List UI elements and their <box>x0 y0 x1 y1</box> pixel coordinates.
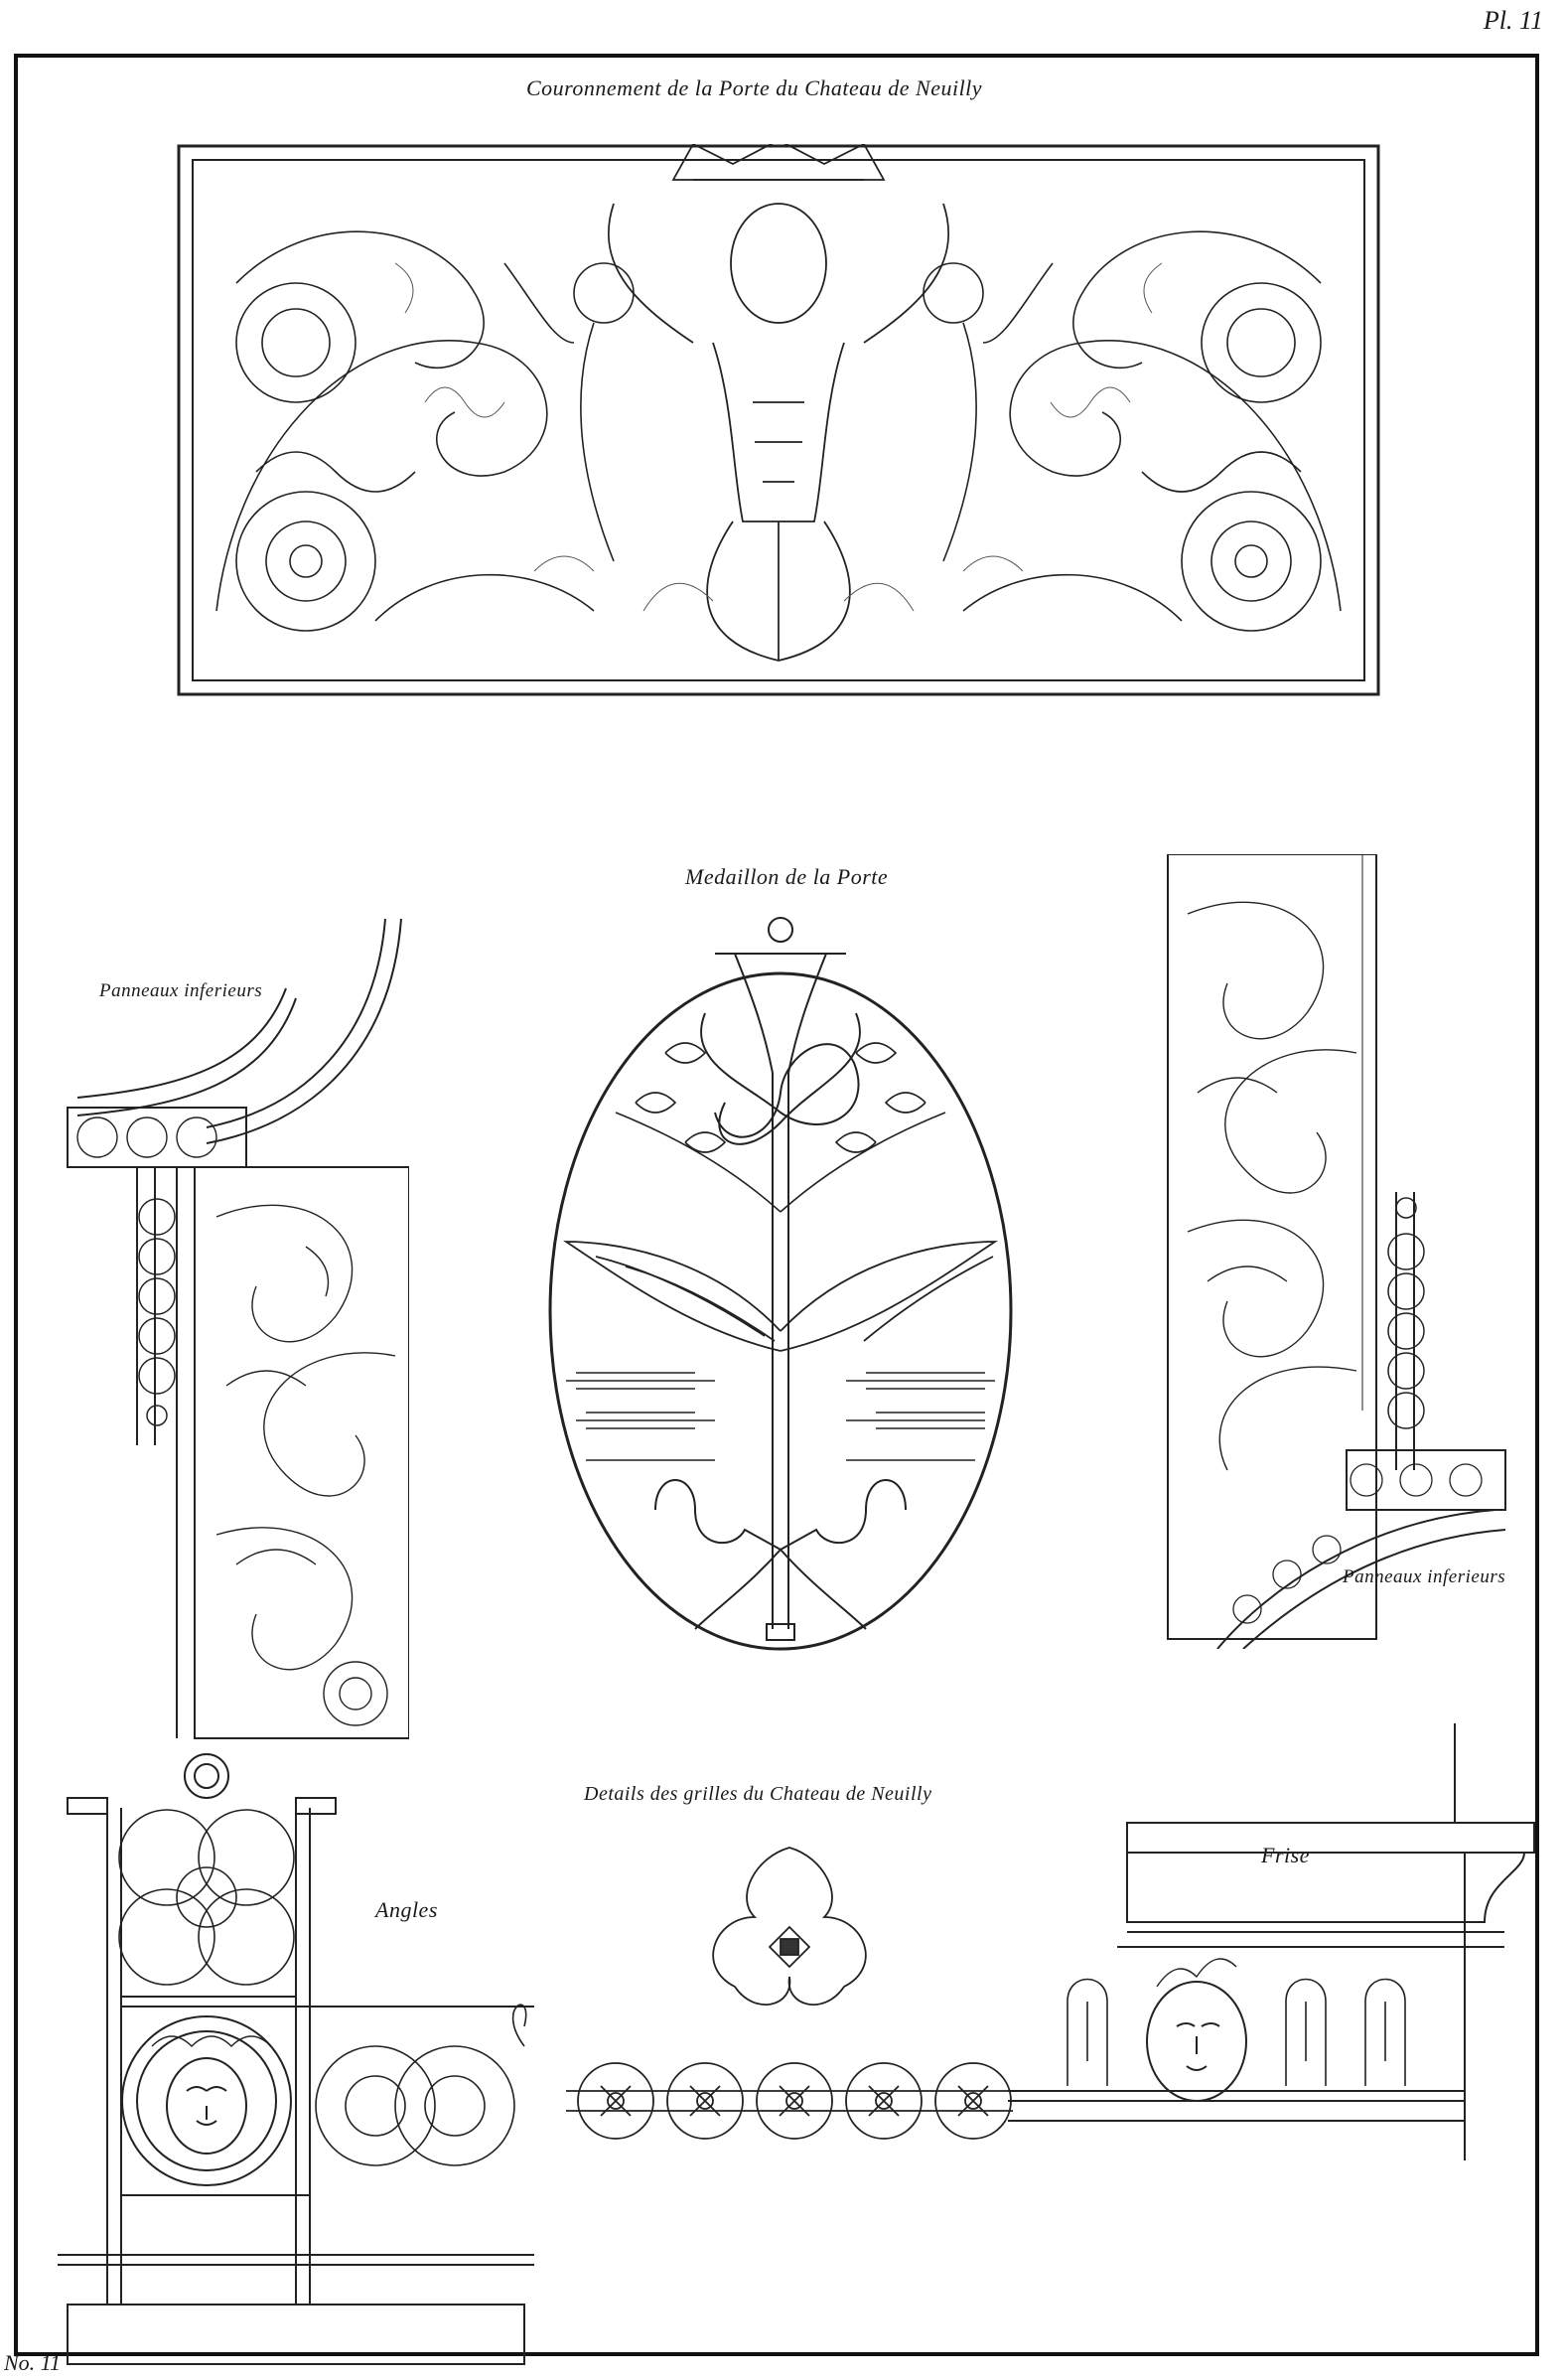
frieze-niches <box>1067 1980 1405 2087</box>
plate-number: Pl. 11 <box>1483 6 1543 35</box>
footer-stamp: No. 11 <box>4 2350 62 2375</box>
rosette-chain-right <box>1388 1198 1424 1428</box>
left-pilaster-caption: Panneaux inferieurs <box>99 980 263 1001</box>
acanthus-scroll-left <box>216 231 594 631</box>
laurel-branches <box>616 1043 945 1212</box>
medallion-caption: Medaillon de la Porte <box>685 864 889 889</box>
left-pilaster-panel <box>58 919 409 1743</box>
ribbon <box>655 1480 906 1550</box>
angle-grille-panel <box>58 1748 534 2374</box>
top-panel-caption: Couronnement de la Porte du Chateau de Neuilly <box>526 75 983 100</box>
wings <box>566 1242 995 1351</box>
frieze-panel <box>1008 1723 1539 2160</box>
crown-ornament-panel <box>177 144 1380 696</box>
acanthus-scroll-right <box>963 231 1341 631</box>
rosette-band <box>578 2063 1011 2139</box>
grille-rosette-ornaments <box>556 1838 1023 2165</box>
putto-right <box>924 263 1053 561</box>
oval-medallion <box>546 914 1015 1654</box>
interlaced-rings <box>119 1810 294 1985</box>
atlas-figure <box>609 144 948 661</box>
bacchus-mask <box>1147 1959 1246 2101</box>
putto-left <box>504 263 634 561</box>
right-pilaster-caption: Panneaux inferieurs <box>1343 1566 1506 1587</box>
angle-caption: Angles <box>375 1897 438 1922</box>
foliage-scrolls-right <box>1188 902 1356 1470</box>
frieze-caption: Frise <box>1261 1843 1310 1867</box>
grille-details-caption: Details des grilles du Chateau de Neuilly <box>584 1783 932 1805</box>
foliage-scrolls-left <box>216 1205 395 1725</box>
interlaced-rings-side <box>316 2005 526 2165</box>
lion-mask-medallion <box>122 2016 291 2185</box>
leaf-rosette <box>713 1848 866 2005</box>
right-pilaster-panel <box>1158 854 1507 1649</box>
wheat-ears <box>566 1373 995 1460</box>
rosette-chain-left <box>139 1199 175 1425</box>
